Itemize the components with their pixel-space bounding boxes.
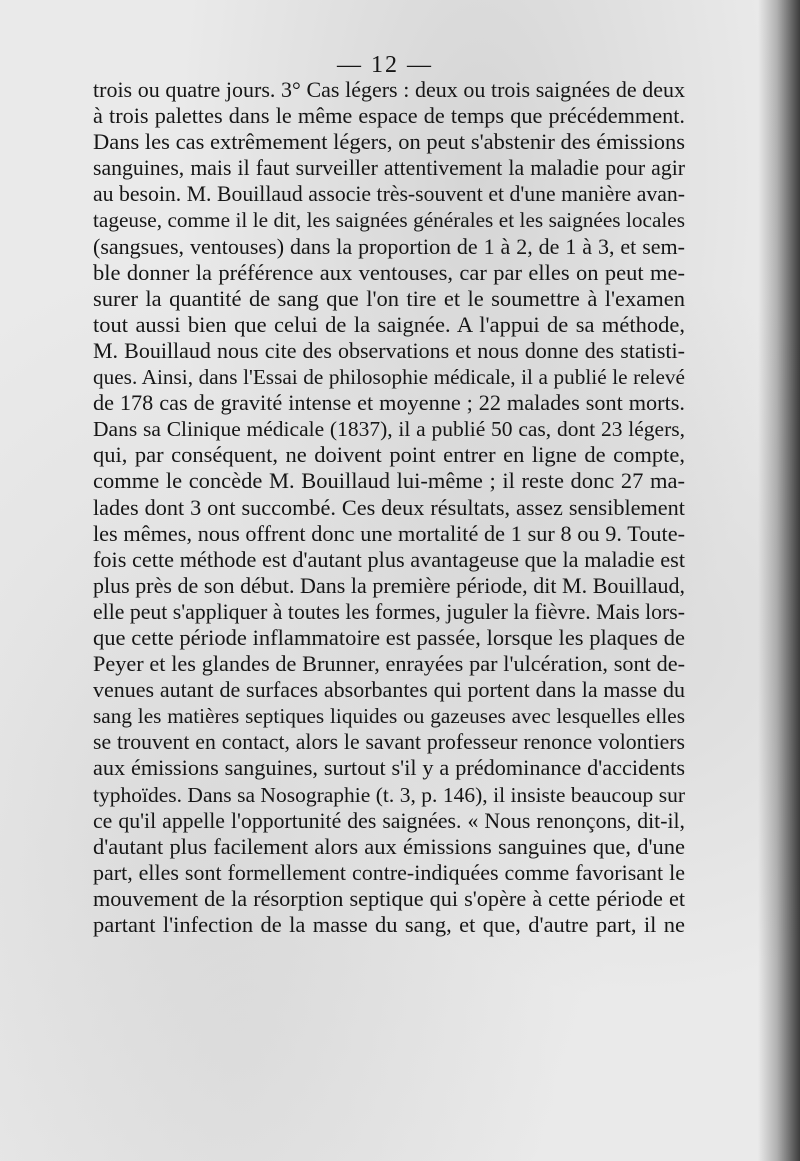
text-line: tout aussi bien que celui de la saignée. A l'appui de sa méthode,	[93, 311, 685, 337]
text-line: fois cette méthode est d'autant plus avantageuse que la maladie est	[93, 546, 685, 572]
text-line: partant l'infection de la masse du sang, et que, d'autre part, il ne	[93, 912, 685, 937]
text-line: mouvement de la résorption septique qui s'opère à cette période et	[93, 885, 685, 911]
text-line: tageuse, comme il le dit, les saignées générales et les saignées locales	[93, 208, 685, 233]
text-line: typhoïdes. Dans sa Nosographie (t. 3, p. 146), il insiste beaucoup sur	[93, 782, 685, 807]
text-line: sang les matières septiques liquides ou gazeuses avec lesquelles elles	[93, 704, 685, 729]
body-text	[93, 77, 685, 938]
text-line: Peyer et les glandes de Brunner, enrayées par l'ulcération, sont de-	[93, 651, 685, 677]
text-line: ques. Ainsi, dans l'Essai de philosophie médicale, il a publié le relevé	[93, 365, 685, 390]
text-line: Dans sa Clinique médicale (1837), il a publié 50 cas, dont 23 légers,	[93, 417, 685, 442]
text-line: (sangsues, ventouses) dans la proportion de 1 à 2, de 1 à 3, et sem-	[93, 233, 685, 259]
text-line: trois ou quatre jours. 3° Cas légers : deux ou trois saignées de deux	[93, 77, 685, 102]
text-line: lades dont 3 ont succombé. Ces deux résultats, assez sensiblement	[93, 494, 685, 520]
text-line: surer la quantité de sang que l'on tire et le soumettre à l'examen	[93, 285, 685, 311]
text-line: ce qu'il appelle l'opportunité des saignées. « Nous renonçons, dit-il,	[93, 808, 685, 833]
text-line: qui, par conséquent, ne doivent point entrer en ligne de compte,	[93, 442, 685, 468]
text-line: venues autant de surfaces absorbantes qui portent dans la masse du	[93, 677, 685, 703]
text-line: aux émissions sanguines, surtout s'il y a prédominance d'accidents	[93, 755, 685, 781]
text-line: au besoin. M. Bouillaud associe très-souvent et d'une manière avan-	[93, 182, 685, 207]
text-line: d'autant plus facilement alors aux émissions sanguines que, d'une	[93, 833, 685, 859]
text-line: que cette période inflammatoire est passée, lorsque les plaques de	[93, 624, 685, 650]
text-line: comme le concède M. Bouillaud lui-même ; il reste donc 27 ma-	[93, 468, 685, 494]
text-line: Dans les cas extrêmement légers, on peut s'abstenir des émissions	[93, 129, 685, 155]
text-line: se trouvent en contact, alors le savant professeur renonce volontiers	[93, 730, 685, 755]
text-line: sanguines, mais il faut surveiller attentivement la maladie pour agir	[93, 156, 685, 181]
text-line: elle peut s'appliquer à toutes les formes, juguler la fièvre. Mais lors-	[93, 599, 685, 624]
text-line: part, elles sont formellement contre-indiquées comme favorisant le	[93, 859, 685, 885]
text-line: les mêmes, nous offrent donc une mortalité de 1 sur 8 ou 9. Toute-	[93, 520, 685, 546]
text-line: M. Bouillaud nous cite des observations et nous donne des statisti-	[93, 337, 685, 363]
page-number: — 12 —	[337, 52, 433, 78]
text-line: de 178 cas de gravité intense et moyenne ; 22 malades sont morts.	[93, 390, 685, 416]
text-line: ble donner la préférence aux ventouses, car par elles on peut me-	[93, 259, 685, 285]
book-spine-shadow	[758, 0, 800, 1161]
text-line: plus près de son début. Dans la première période, dit M. Bouillaud,	[93, 572, 685, 598]
text-line: à trois palettes dans le même espace de temps que précédemment.	[93, 103, 685, 129]
